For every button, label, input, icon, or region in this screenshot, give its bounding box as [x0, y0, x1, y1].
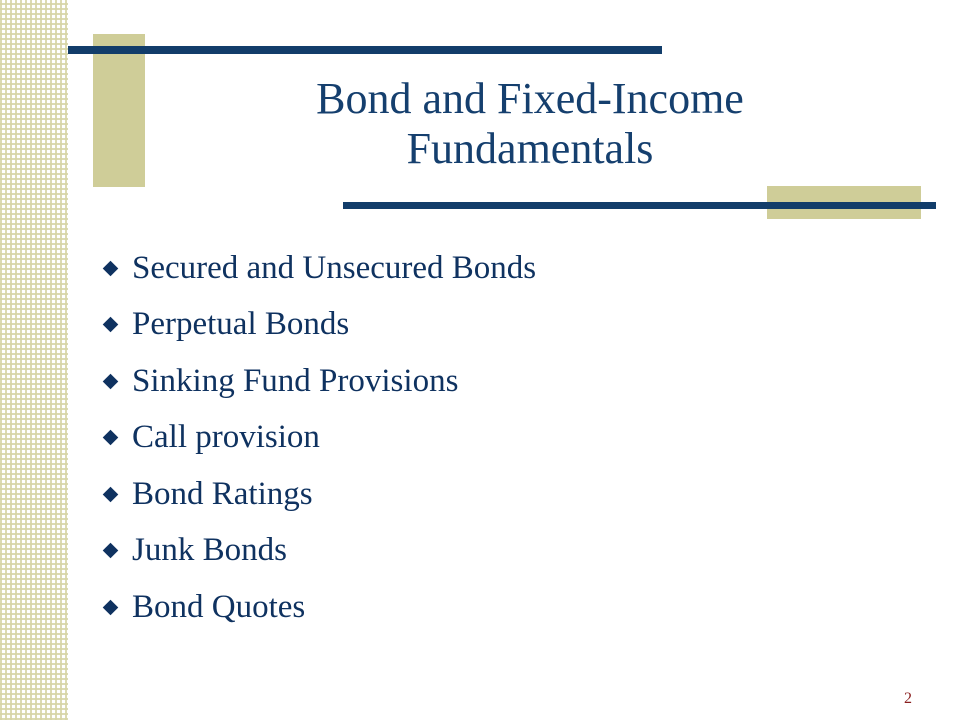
- bullet-item: [104, 240, 536, 297]
- bullet-text: Secured and Unsecured Bonds: [132, 249, 537, 286]
- diamond-bullet-icon: [103, 543, 119, 559]
- bullet-text: Junk Bonds: [132, 532, 287, 569]
- bullet-text: Perpetual Bonds: [132, 306, 350, 343]
- slide-title: [200, 74, 860, 174]
- bullet-item: [104, 297, 536, 354]
- page-number: 2: [904, 690, 912, 707]
- title-rule-top: [68, 46, 662, 54]
- diamond-bullet-icon: [103, 373, 119, 389]
- diamond-bullet-icon: [103, 260, 119, 276]
- tan-accent-block-top: [93, 34, 145, 187]
- diamond-bullet-icon: [103, 599, 119, 615]
- bullet-item: [104, 523, 536, 580]
- title-rule-bottom: [343, 202, 936, 209]
- diamond-bullet-icon: [103, 486, 119, 502]
- bullet-item: [104, 410, 536, 467]
- bullet-text: Sinking Fund Provisions: [132, 362, 459, 399]
- diamond-bullet-icon: [103, 317, 119, 333]
- bullet-item: [104, 579, 536, 636]
- slide-title-line-2: Fundamentals: [406, 124, 654, 173]
- slide-title-line-1: Bond and Fixed-Income: [316, 74, 744, 123]
- bullet-item: [104, 466, 536, 523]
- diamond-bullet-icon: [103, 430, 119, 446]
- bullet-text: Bond Ratings: [132, 475, 313, 512]
- left-decorative-pattern: [0, 0, 68, 720]
- bullet-item: [104, 353, 536, 410]
- bullet-list: [104, 240, 536, 636]
- bullet-text: Bond Quotes: [132, 588, 306, 625]
- bullet-text: Call provision: [132, 419, 320, 456]
